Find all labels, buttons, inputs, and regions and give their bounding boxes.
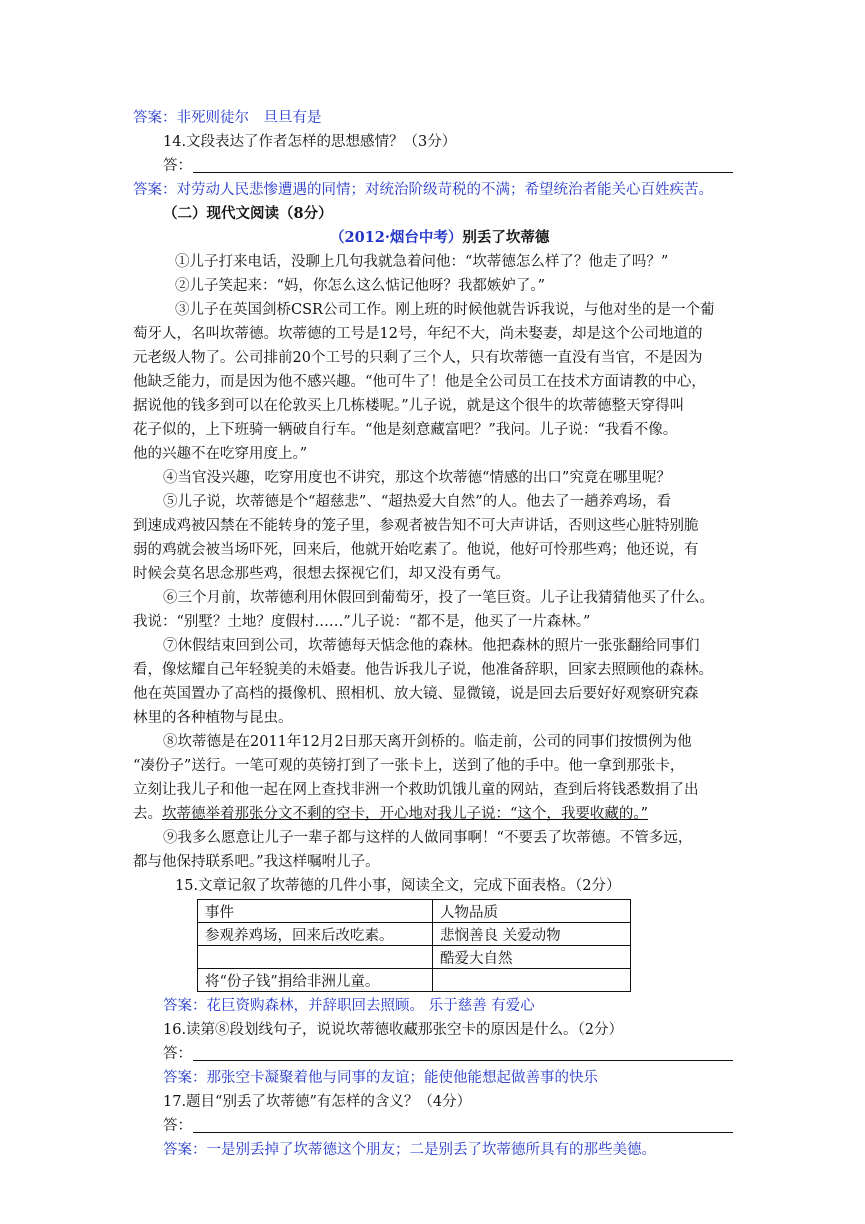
q14-question: 14.文段表达了作者怎样的思想感情？（3分） (163, 134, 457, 150)
article-line: 他的兴趣不在吃穿用度上。” (133, 446, 308, 462)
article-line: 看，像炫耀自己年轻貌美的未婚妻。他告诉我儿子说，他准备辞职，回家去照顾他的森林。 (133, 662, 713, 678)
article-line: 到速成鸡被囚禁在不能转身的笼子里，参观者被告知不可大声讲话，否则这些心脏特别脆 (133, 518, 699, 534)
table-cell: 悲悯善良 关爱动物 (433, 923, 631, 946)
article-source: （2012·烟台中考） (330, 229, 463, 246)
article-line: 时候会莫名思念那些鸡，很想去探视它们，却又没有勇气。 (133, 566, 510, 582)
q17-answer-prompt: 答： (163, 1118, 192, 1134)
article-line: 花子似的，上下班骑一辆破自行车。“他是刻意藏富吧？”我问。儿子说：“我看不像。 (133, 422, 678, 438)
article-line (133, 802, 648, 826)
article-line: ⑧坎蒂德是在2011年12月2日那天离开剑桥的。临走前，公司的同事们按惯例为他 (163, 734, 692, 750)
article-line: ②儿子笑起来：“妈，你怎么这么惦记他呀？我都嫉妒了。” (175, 278, 546, 294)
table-cell: 参观养鸡场，回来后改吃素。 (198, 923, 433, 946)
table-row (198, 923, 631, 946)
article-line: 据说他的钱多到可以在伦敦买上几栋楼呢。”儿子说，就是这个很牛的坎蒂德整天穿得叫 (133, 398, 685, 414)
article-heading (330, 226, 549, 250)
q17-answer: 答案：一是别丢掉了坎蒂德这个朋友；二是别丢了坎蒂德所具有的那些美德。 (163, 1142, 656, 1158)
article-line: ①儿子打来电话，没聊上几句我就急着问他：“坎蒂德怎么样了？他走了吗？” (175, 254, 669, 270)
table-header-cell: 人物品质 (433, 900, 631, 923)
article-line: ⑦休假结束回到公司，坎蒂德每天惦念他的森林。他把森林的照片一张张翻给同事们 (163, 638, 700, 654)
table-row (198, 946, 631, 969)
table-header-row (198, 900, 631, 923)
table-header-cell: 事件 (198, 900, 433, 923)
underlined-sentence: 坎蒂德举着那张分文不剩的空卡，开心地对我儿子说：“这个，我要收藏的。” (162, 806, 649, 822)
q14-answer-line[interactable] (193, 172, 733, 173)
table-row (198, 969, 631, 992)
q16-answer-line[interactable] (193, 1060, 733, 1061)
q16-answer-prompt: 答： (163, 1046, 192, 1062)
article-line: 元老级人物了。公司排前20个工号的只剩了三个人，只有坎蒂德一直没有当官，不是因为 (133, 350, 703, 366)
article-line: 都与他保持联系吧。”我这样嘱咐儿子。 (133, 854, 380, 870)
article-line: 林里的各种植物与昆虫。 (133, 710, 293, 726)
q15-question: 15.文章记叙了坎蒂德的几件小事，阅读全文，完成下面表格。（2分） (175, 878, 621, 894)
article-line: “凑份子”送行。一笔可观的英镑打到了一张卡上，送到了他的手中。他一拿到那张卡， (133, 758, 685, 774)
article-line: ⑤儿子说，坎蒂德是个“超慈悲”、“超热爱大自然”的人。他去了一趟养鸡场，看 (163, 494, 672, 510)
q17-question: 17.题目“别丢了坎蒂德”有怎样的含义？（4分） (163, 1094, 472, 1110)
article-title: 别丢了坎蒂德 (462, 229, 550, 246)
article-line: 他在英国置办了高档的摄像机、照相机、放大镜、显微镜，说是回去后要好好观察研究森 (133, 686, 699, 702)
article-line: 立刻让我儿子和他一起在网上查找非洲一个救助饥饿儿童的网站，查到后将钱悉数捐了出 (133, 782, 699, 798)
article-line: ③儿子在英国剑桥CSR公司工作。刚上班的时候他就告诉我说，与他对坐的是一个葡 (175, 302, 715, 318)
table-cell-blank[interactable] (198, 946, 433, 969)
article-line: 弱的鸡就会被当场吓死，回来后，他就开始吃素了。他说，他好可怜那些鸡；他还说，有 (133, 542, 699, 558)
table-cell: 将“份子钱”捐给非洲儿童。 (198, 969, 433, 992)
article-line: ⑥三个月前，坎蒂德利用休假回到葡萄牙，投了一笔巨资。儿子让我猜猜他买了什么。 (163, 590, 714, 606)
table-cell: 酷爱大自然 (433, 946, 631, 969)
table-cell-blank[interactable] (433, 969, 631, 992)
q15-answer: 答案：花巨资购森林，并辞职回去照顾。 乐于慈善 有爱心 (163, 998, 535, 1014)
article-line: 我说：“别墅？土地？度假村……”儿子说：“都不是，他买了一片森林。” (133, 614, 591, 630)
q17-answer-line[interactable] (193, 1132, 733, 1133)
q13-answer: 答案：非死则徒尔 旦旦有是 (133, 110, 322, 126)
article-line: ⑨我多么愿意让儿子一辈子都与这样的人做同事啊！“不要丢了坎蒂德。不管多远， (163, 830, 693, 846)
article-line: 他缺乏能力，而是因为他不感兴趣。“他可牛了！他是全公司员工在技术方面请教的中心， (133, 374, 706, 390)
article-line: ④当官没兴趣，吃穿用度也不讲究，那这个坎蒂德“情感的出口”究竟在哪里呢？ (163, 470, 671, 486)
article-line-segment: 去。 (133, 806, 162, 822)
q14-answer: 答案：对劳动人民悲惨遭遇的同情；对统治阶级苛税的不满；希望统治者能关心百姓疾苦。 (133, 182, 713, 198)
article-line: 萄牙人，名叫坎蒂德。坎蒂德的工号是12号，年纪不大，尚未娶妻，却是这个公司地道的 (133, 326, 703, 342)
q14-answer-prompt: 答： (163, 158, 192, 174)
q15-table (197, 899, 631, 992)
q16-answer: 答案：那张空卡凝聚着他与同事的友谊；能使他能想起做善事的快乐 (163, 1070, 598, 1086)
section-heading: （二）现代文阅读（8分） (163, 205, 333, 222)
q16-question: 16.读第⑧段划线句子，说说坎蒂德收藏那张空卡的原因是什么。（2分） (163, 1022, 624, 1038)
